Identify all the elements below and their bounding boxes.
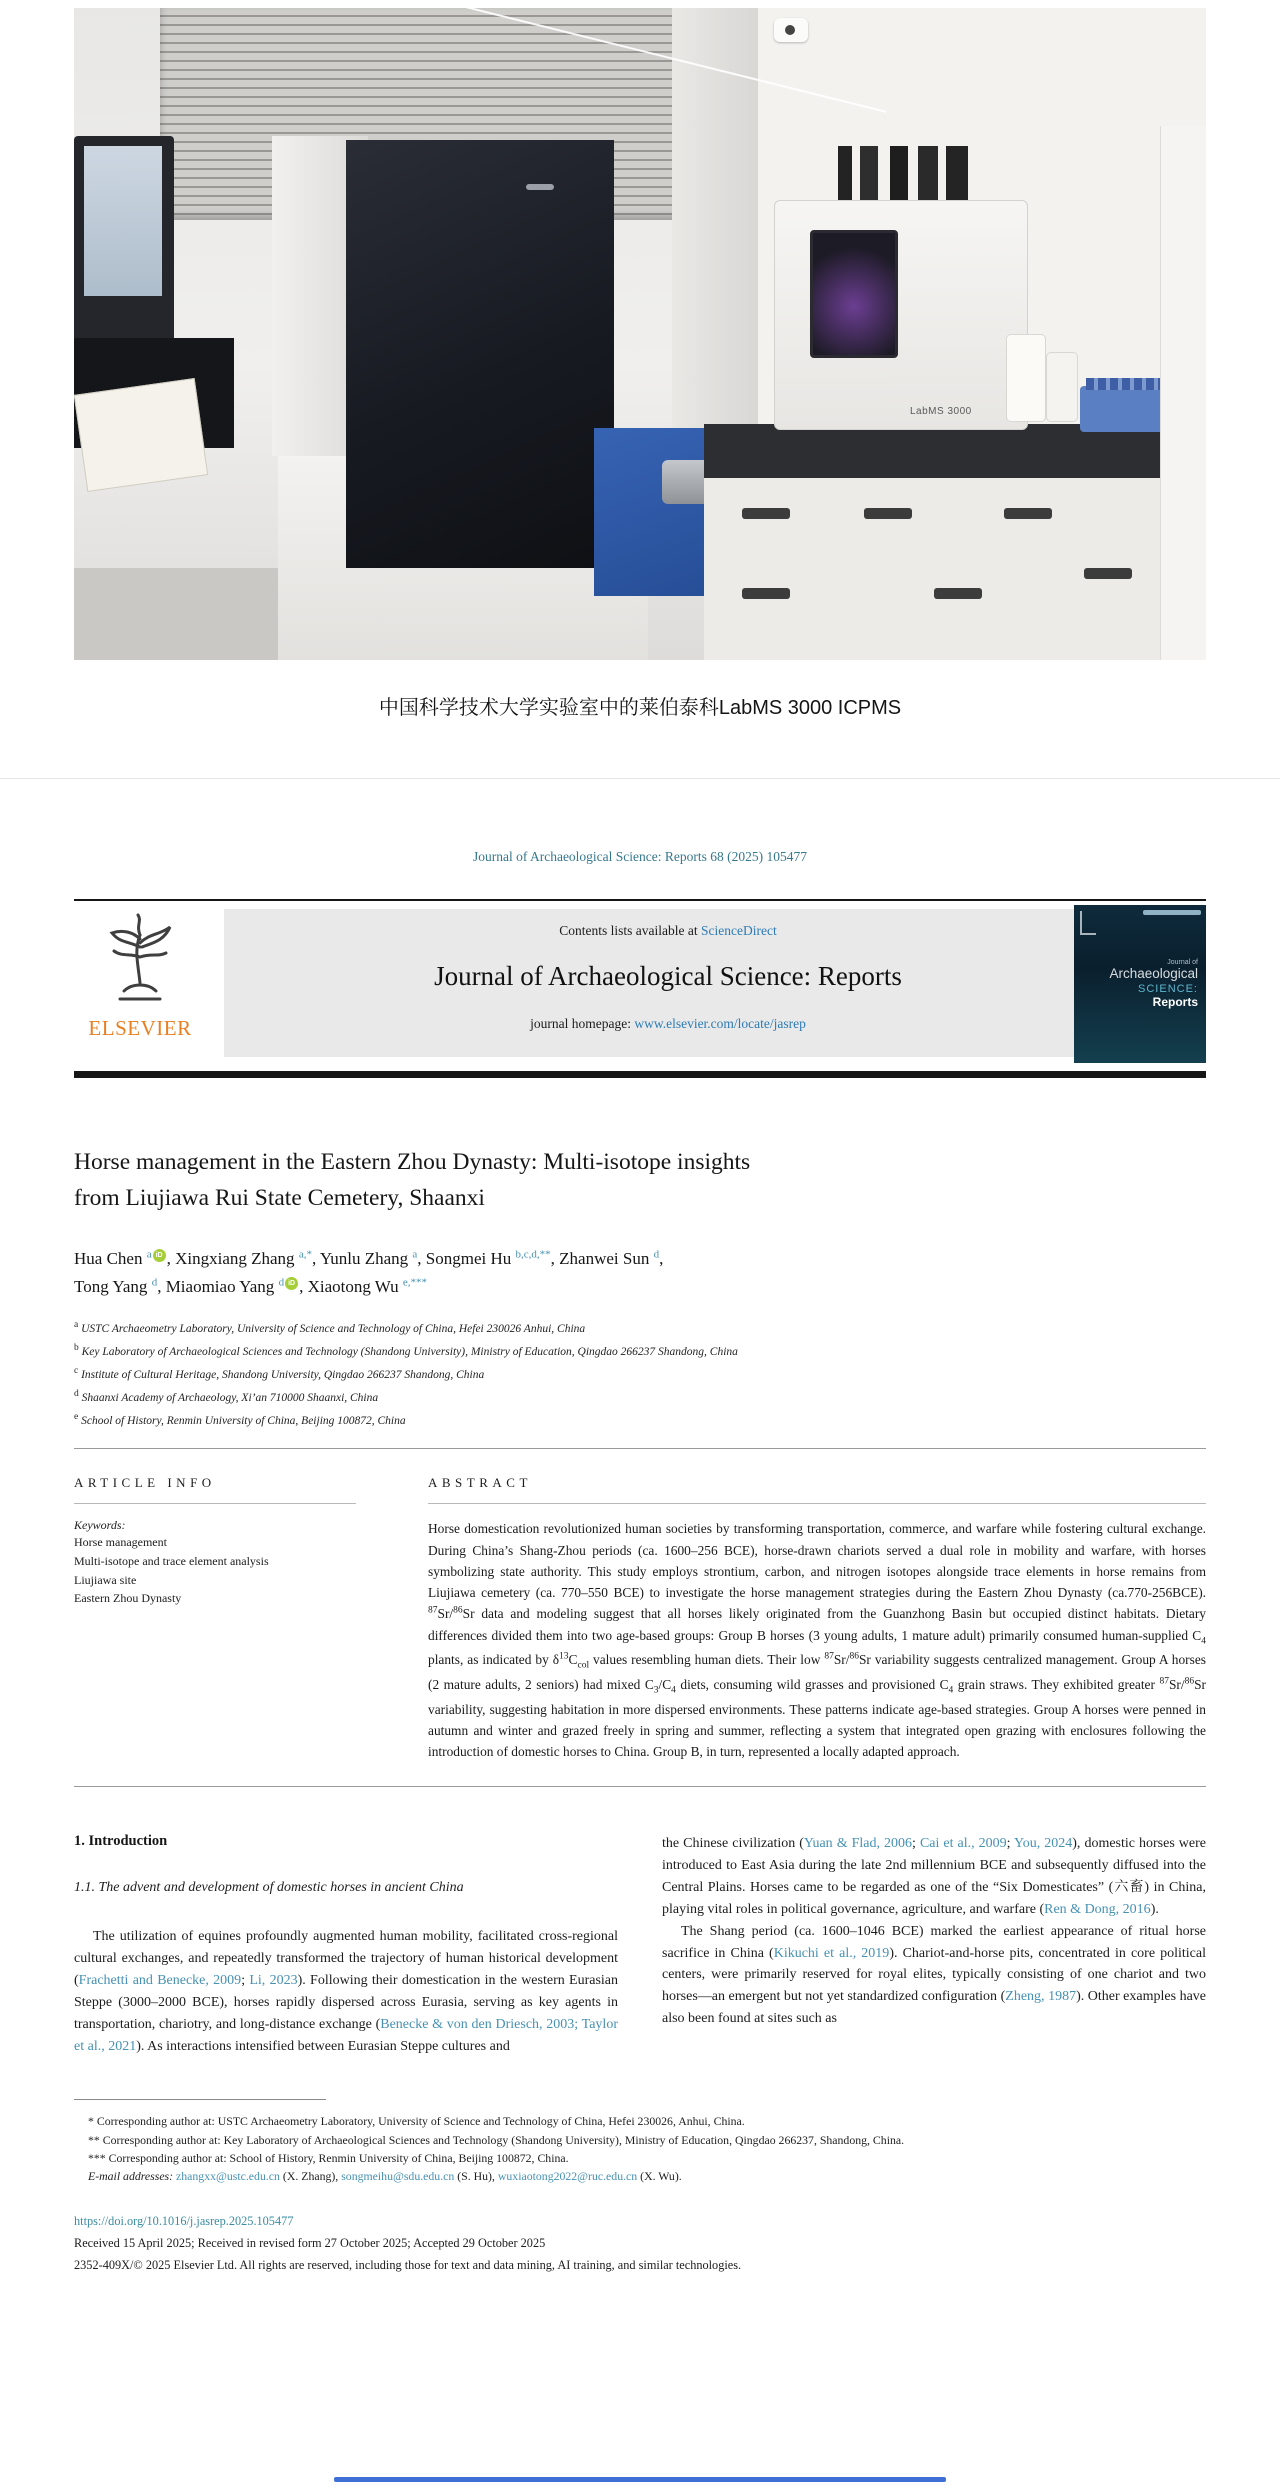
received-dates: Received 15 April 2025; Received in revised form 27 October 2025; Accepted 29 October 2025 [74,2235,546,2250]
affiliations-item: $^c$ Institute of Cultural Heritage, Shandong University, Qingdao 266237 Shandong, China [74,1366,485,1381]
masthead-box [224,909,1112,1057]
bottom-blue-bar [334,2477,946,2482]
cover-logo-mark [1080,911,1096,935]
journal-name: Journal of Archaeological Science: Reports [434,961,902,991]
autosampler-black-cube [346,140,614,568]
section-rule [74,1448,1206,1449]
intro-left-column [74,1833,618,2057]
article-title [74,1144,1206,1217]
article-info-column [74,1475,356,1762]
drawer-handle [742,588,790,599]
author-list: Hua Chen $^a$ iD , Xingxiang Zhang $^{a,*}$, Yunlu Zhang $^a$, Songmei Hu $^{b,c,d,**}$, Zhanwei Sun $^d$, Tong Yang $^d$, Miaomiao Yang $^d$ iD , Xiaotong Wu $^{e,***}$ [74,1248,664,1296]
sample-tube-rack [1080,386,1172,432]
article-info-rule [74,1503,356,1504]
abstract-text: Horse domestication revolutionized human societies by transforming transportation, commerce, and warfare while fostering cultural exchange. During China’s Shang-Zhou periods (ca. 1600–256 BCE), horse-drawn chariots served a dual role in mobility and warfare, with horses symbolizing state authority. This study employs strontium, carbon, and nitrogen isotopes alongside trace elements in horse remains from Liujiawa cemetery (ca. 770–550 BCE) to investigate the horse management strategies during the Eastern Zhou Dynasty (ca.770-256BCE). $^{87}$Sr/$^{86}$Sr data and modeling suggest that all horses likely originated from the Guanzhong Basin but occupied distinct habitats. Dietary differences divided them into two age-based groups: Group B horses (3 young adults, 1 mature adult) primarily consumed human-supplied $C_4$ plants, as indicated by $\delta^{13}C_{col}$ values resembling human diets. Their low $^{87}$Sr/$^{86}$Sr variability suggests centralized management. Group A horses (2 mature adults, 2 seniors) had mixed $C_3/C_4$ diets, consuming wild grasses and provisioned $C_4$ grain straws. They exhibited greater $^{87}$Sr/$^{86}$Sr variability, suggesting habitation in more dispersed environments. These patterns indicate age-based strategies. Group A horses were penned in autumn and winter and grazed freely in spring and summer, reflecting a system that integrated open grazing with enclosures following the introduction of domestic horses to China. Group B, in turn, represented a locally adapted approach. [428,1521,1206,1760]
drawer-handle [864,508,912,519]
abstract-heading: ABSTRACT [428,1475,532,1491]
elsevier-wordmark: ELSEVIER [88,1016,192,1040]
issn-copyright: 2352-409X/© 2025 Elsevier Ltd. All rights are reserved, including those for text and data mining, AI training, and similar technologies. [74,2257,742,2272]
citation-link[interactable]: Zheng, 1987 [1005,1989,1077,2005]
intro-paragraph-right-2: The Shang period (ca. 1600–1046 BCE) marked the earliest appearance of ritual horse sacrifice in China (Kikuchi et al., 2019). Chariot-and-horse pits, concentrated in core political centers, were primarily reserved for royal elites, typically consisting of one chariot and two horses—an emergent but not yet standardized configuration (Zheng, 1987). Other examples have also been found at sites such as [662,1923,1207,2027]
abstract-rule [428,1503,1206,1504]
citation-link[interactable]: You, 2024 [1014,1836,1073,1852]
citation-link[interactable]: wuxiaotong2022@ruc.edu.cn [497,2169,638,2184]
cube-handle [526,184,554,190]
footnotes-item: * Corresponding author at: USTC Archaeometry Laboratory, University of Science and Technology of China, Hefei 230026, Anhui, China. [88,2114,745,2129]
footnotes [74,2112,1206,2185]
orcid-icon: iD [153,1249,166,1262]
citation-link[interactable]: Yuan & Flad, 2006 [803,1836,913,1852]
instrument-model-label: LabMS 3000 [910,406,972,417]
drawer-handle [742,508,790,519]
citation-link[interactable]: Cai et al., 2009 [919,1836,1007,1852]
floor [74,568,280,660]
journal-cover-thumbnail [1074,905,1206,1063]
drawer-handle [934,588,982,599]
contents-line [224,923,1112,939]
affiliations-item: $^a$ USTC Archaeometry Laboratory, University of Science and Technology of China, Hefei 230026 Anhui, China [74,1319,586,1335]
homepage-prefix: journal homepage: [530,1016,635,1031]
computer-monitor [74,136,174,346]
doi-link[interactable]: https://doi.org/10.1016/j.jasrep.2025.105477 [74,2213,294,2228]
citation-link[interactable]: zhangxx@ustc.edu.cn [176,2169,280,2184]
citation-link[interactable]: Frachetti and Benecke, 2009 [78,1973,242,1989]
publication-block [74,2210,1206,2276]
cover-line-journal-of: Journal of [1167,959,1198,966]
info-abstract-block [74,1475,1206,1762]
journal-masthead [74,899,1206,1065]
masthead-rule [74,1071,1206,1078]
citation-link[interactable]: Li, 2023 [249,1973,298,1989]
abstract-column [428,1475,1206,1762]
reagent-bottle [1046,352,1078,422]
citation-link[interactable]: Ren & Dong, 2016 [1044,1901,1151,1917]
article-info-heading: ARTICLE INFO [74,1475,216,1491]
elsevier-logo [76,913,204,1041]
intro-paragraph-right-1: the Chinese civilization (Yuan & Flad, 2006; Cai et al., 2009; You, 2024), domestic horses were introduced to East Asia during the late 2nd millennium BCE and subsequently diffused into the Central Plains. Horses came to be regarded as one of the “Six Domesticates” (六畜) in China, playing vital roles in political governance, agriculture, and warfare (Ren & Dong, 2016). [662,1836,1206,1917]
keywords-list-item: Horse management [74,1535,167,1550]
lab-photo [74,8,1206,660]
homepage-line [224,1016,1112,1032]
cover-topbar [1143,910,1201,915]
orcid-icon: iD [285,1277,298,1290]
citation-link[interactable]: songmeihu@sdu.edu.cn [341,2169,455,2184]
section-1-heading: 1. Introduction [74,1833,168,1850]
reagent-bottle [1006,334,1046,422]
cctv-camera [774,18,808,42]
keywords-list [74,1533,356,1607]
notebook [74,378,208,492]
intro-paragraph-left: The utilization of equines profoundly augmented human mobility, facilitated cross-regional cultural exchanges, and repeatedly transformed the trajectory of human historical development (Frachetti and Benecke, 2009; Li, 2023). Following their domestication in the western Eurasian Steppe (3000–2000 BCE), horses rapidly dispersed across Eurasia, serving as key agents in transportation, chariotry, and long-distance exchange (Benecke & von den Driesch, 2003; Taylor et al., 2021). As interactions intensified between Eurasian Steppe cultures and [74,1929,618,2054]
tall-cabinet [1160,126,1206,660]
keywords-list-item: Eastern Zhou Dynasty [74,1591,182,1606]
cover-line-science: SCIENCE: [1138,983,1198,995]
cover-line-reports: Reports [1152,995,1198,1009]
affiliations-item: $^d$ Shaanxi Academy of Archaeology, Xi’an 710000 Shaanxi, China [74,1389,379,1405]
keywords-label: Keywords: [74,1518,126,1533]
article-title-item: Horse management in the Eastern Zhou Dynasty: Multi-isotope insights [74,1149,751,1175]
sciencedirect-link[interactable]: ScienceDirect [701,923,777,938]
drawer-handle [1084,568,1132,579]
citation-link[interactable]: Benecke & von den Driesch, 2003; Taylor et al., 2021 [74,2016,618,2054]
plasma-window [810,230,898,358]
elsevier-tree-icon [94,913,186,1009]
photo-caption: 中国科学技术大学实验室中的莱伯泰科LabMS 3000 ICPMS [378,697,902,719]
footnote-rule [74,2099,326,2100]
intro-right-column [662,1833,1206,2057]
journal-citation: Journal of Archaeological Science: Reports 68 (2025) 105477 [472,849,808,864]
section-1-1-heading: 1.1. The advent and development of domestic horses in ancient China [74,1880,464,1896]
footnotes-item: ** Corresponding author at: Key Laboratory of Archaeological Sciences and Technology (Shandong University), Ministry of Education, Qingdao 266237, Shandong, China. [88,2132,905,2147]
lab-bench [704,424,1206,478]
contents-prefix: Contents lists available at [559,923,701,938]
cover-line-archaeological: Archaeological [1109,966,1198,981]
footnotes-item: E-mail addresses: zhangxx@ustc.edu.cn (X. Zhang), songmeihu@sdu.edu.cn (S. Hu), wuxiaotong2022@ruc.edu.cn (X. Wu). [88,2169,682,2184]
affiliations-item: $^e$ School of History, Renmin University of China, Beijing 100872, China [74,1412,406,1428]
introduction-section [74,1833,1206,2057]
affiliations-item: $^b$ Key Laboratory of Archaeological Sciences and Technology (Shandong University), Ministry of Education, Qingdao 266237 Shandong, China [74,1343,738,1358]
cables [838,146,968,202]
citation-link[interactable]: Kikuchi et al., 2019 [773,1945,890,1961]
footnotes-item: *** Corresponding author at: School of History, Renmin University of China, Beijing 100872, China. [88,2150,569,2165]
drawer-handle [1004,508,1052,519]
abstract-bottom-rule [74,1786,1206,1787]
keywords-list-item: Liujiawa site [74,1572,137,1587]
pillar [672,8,758,432]
page-divider [0,778,1280,779]
homepage-link[interactable]: www.elsevier.com/locate/jasrep [634,1016,806,1031]
keywords-list-item: Multi-isotope and trace element analysis [74,1554,269,1568]
affiliations [74,1317,1206,1432]
article-title-item: from Liujiawa Rui State Cemetery, Shaanxi [74,1185,485,1212]
